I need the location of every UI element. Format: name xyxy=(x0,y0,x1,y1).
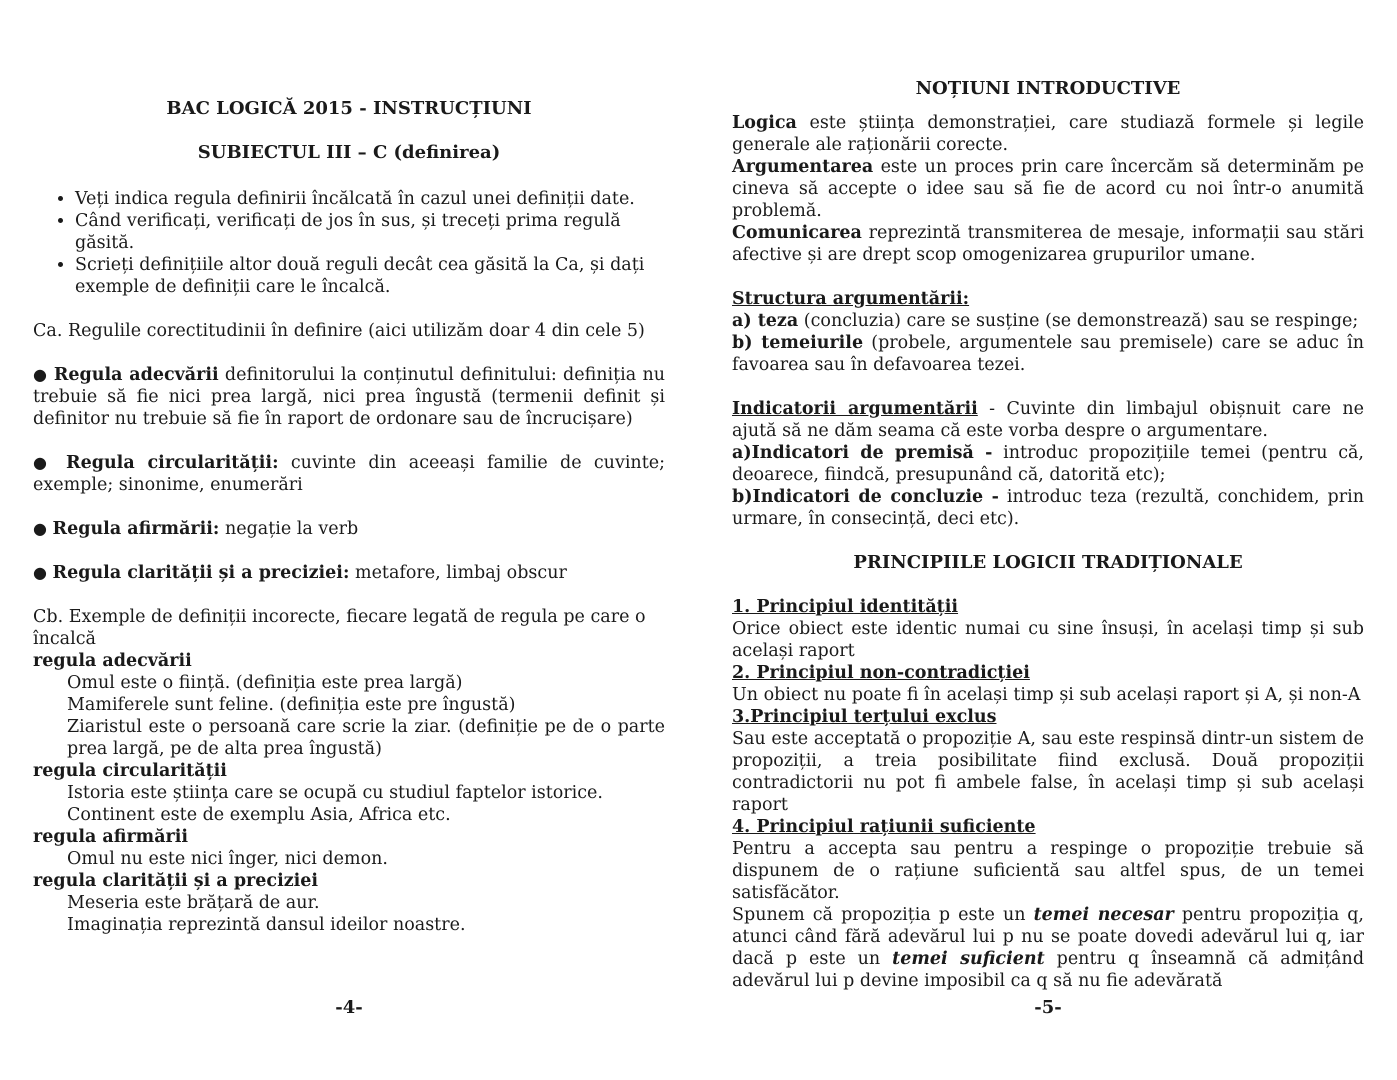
term: Comunicarea xyxy=(732,223,862,243)
indicators-text: introduc teza (rezultă, conchidem, prin urmare, în consecință, deci etc). xyxy=(732,487,1364,529)
principle-heading: 3.Principiul terțului exclus xyxy=(732,707,997,727)
example-line: Istoria este știința care se ocupă cu studiul faptelor istorice. xyxy=(67,783,603,803)
bullet-icon: ● xyxy=(33,563,47,582)
definition-text: este un proces prin care încercăm să determinăm pe cineva să accepte o idee sau să fie de acord cu noi într-o anumită problemă. xyxy=(732,157,1364,221)
cb-line: Cb. Exemple de definiții incorecte, fiecare legată de regula pe care o încalcă xyxy=(33,607,646,649)
definition-text: reprezintă transmiterea de mesaje, informații sau stări afective și are drept scop omogenizarea grupurilor umane. xyxy=(732,223,1364,265)
rule-claritatii xyxy=(33,562,665,584)
list-item: • Veți indica regula definirii încălcată în cazul unei definiții date. xyxy=(75,188,665,210)
example-heading: regula circularității xyxy=(33,761,227,781)
rule-text: cuvinte din aceeași familie de cuvinte; exemple; sinonime, enumerări xyxy=(33,453,665,495)
rule-text: metafore, limbaj obscur xyxy=(349,563,567,583)
term: Argumentarea xyxy=(732,157,874,177)
rule-name: Regula circularității: xyxy=(66,453,279,473)
rule-text: negație la verb xyxy=(219,519,359,539)
indicators-b xyxy=(732,486,1364,530)
list-item: • Scrieți definițiile altor două reguli decât cea găsită la Ca, și dați exemple de definiții care le încalcă. xyxy=(75,254,665,298)
list-item: • Când verificați, verificați de jos în sus, și treceți prima regulă găsită. xyxy=(75,210,665,254)
page-number: -5- xyxy=(1034,997,1062,1018)
indicators-intro xyxy=(732,398,1364,442)
final-text: Spunem că propoziția p este un xyxy=(732,905,1034,925)
definition-argumentarea xyxy=(732,156,1364,222)
principle-text: Pentru a accepta sau pentru a respinge o propoziție trebuie să dispunem de o rațiune suficientă sau altfel spus, de un temei satisfăcător. xyxy=(732,839,1364,903)
rule-circularitatii xyxy=(33,452,665,496)
rule-text: definitorului la conținutul definitului: definiția nu trebuie să fie nici prea largă, nici prea îngustă (termenii definit și definitor nu trebuie să fie în raport de ordonare sau de încrucișare) xyxy=(33,365,665,429)
right-page xyxy=(732,0,1364,1080)
example-line: Imaginația reprezintă dansul ideilor noastre. xyxy=(67,915,466,935)
principles-title: PRINCIPIILE LOGICII TRADIȚIONALE xyxy=(853,552,1243,573)
example-line: Mamiferele sunt feline. (definiția este pre îngustă) xyxy=(67,695,516,715)
rule-name: Regula adecvării xyxy=(53,365,219,385)
bullet-icon: ● xyxy=(33,519,47,538)
principle-text: Orice obiect este identic numai cu sine însuși, în același timp și sub același raport xyxy=(732,619,1364,661)
structure-a xyxy=(732,310,1364,332)
example-heading: regula afirmării xyxy=(33,827,189,847)
example-heading: regula adecvării xyxy=(33,651,192,671)
term: Logica xyxy=(732,113,797,133)
indicators-text: introduc propozițiile temei (pentru că, deoarece, fiindcă, presupunând că, datorită etc); xyxy=(732,443,1364,485)
structure-text: (probele, argumentele sau premisele) care se aduc în favoarea sau în defavoarea tezei. xyxy=(732,333,1365,375)
term: a)Indicatori de premisă - xyxy=(732,443,993,463)
rule-afirmarii xyxy=(33,518,665,540)
principle-heading: 4. Principiul rațiunii suficiente xyxy=(732,817,1036,837)
bullet-icon: ● xyxy=(33,453,54,472)
definition-text: este știința demonstrației, care studiază formele și legile generale ale raționării corecte. xyxy=(732,113,1364,155)
page-title: NOȚIUNI INTRODUCTIVE xyxy=(915,78,1181,99)
ca-line: Ca. Regulile corectitudinii în definire (aici utilizăm doar 4 din cele 5) xyxy=(33,321,645,341)
example-line: Meseria este brățară de aur. xyxy=(67,893,320,913)
left-page xyxy=(33,0,665,1080)
indicators-a xyxy=(732,442,1364,486)
example-line: Continent este de exemplu Asia, Africa etc. xyxy=(67,805,451,825)
term: b) temeiurile xyxy=(732,333,864,353)
example-line: Omul nu este nici înger, nici demon. xyxy=(67,849,388,869)
example-heading: regula clarității și a preciziei xyxy=(33,871,319,891)
rule-adecvarii xyxy=(33,364,665,430)
final-text: pentru propoziția q, atunci când fără adevărul lui p nu se poate dovedi adevărul lui q, iar dacă p este un xyxy=(732,905,1364,969)
final-paragraph xyxy=(732,904,1364,992)
definition-logica xyxy=(732,112,1364,156)
emphasis-necesar: temei necesar xyxy=(1033,905,1174,925)
instruction-list xyxy=(33,188,665,298)
structure-text: (concluzia) care se susține (se demonstrează) sau se respinge; xyxy=(798,311,1359,331)
emphasis-suficient: temei suficient xyxy=(892,949,1045,969)
rule-name: Regula clarității și a preciziei: xyxy=(52,563,350,583)
section-subtitle: SUBIECTUL III – C (definirea) xyxy=(197,142,501,163)
page-title: BAC LOGICĂ 2015 - INSTRUCȚIUNI xyxy=(166,98,532,119)
structure-b xyxy=(732,332,1364,376)
principle-heading: 1. Principiul identității xyxy=(732,597,959,617)
bullet-icon: ● xyxy=(33,365,48,384)
indicators-heading: Indicatorii argumentării xyxy=(732,399,978,419)
indicators-text: - Cuvinte din limbajul obișnuit care ne ajută să ne dăm seama că este vorba despre o argumentare. xyxy=(732,399,1364,441)
final-text: pentru q înseamnă că admițând adevărul lui p devine imposibil ca q să nu fie adevărată xyxy=(732,949,1365,991)
structure-heading: Structura argumentării: xyxy=(732,289,970,309)
definition-comunicarea xyxy=(732,222,1364,266)
principle-heading: 2. Principiul non-contradicției xyxy=(732,663,1030,683)
term: b)Indicatori de concluzie - xyxy=(732,487,999,507)
example-line: Ziaristul este o persoană care scrie la ziar. (definiție pe de o parte prea largă, pe de alta prea îngustă) xyxy=(67,717,665,759)
principle-text: Un obiect nu poate fi în același timp și sub același raport și A, și non-A xyxy=(732,685,1361,705)
term: a) teza xyxy=(732,311,799,331)
page-number: -4- xyxy=(335,997,363,1018)
example-line: Omul este o ființă. (definiția este prea largă) xyxy=(67,673,463,693)
principle-text: Sau este acceptată o propoziție A, sau este respinsă dintr-un sistem de propoziții, a treia posibilitate fiind exclusă. Două propoziții contradictorii nu pot fi ambele false, în același timp și sub același raport xyxy=(732,729,1364,815)
rule-name: Regula afirmării: xyxy=(52,519,220,539)
